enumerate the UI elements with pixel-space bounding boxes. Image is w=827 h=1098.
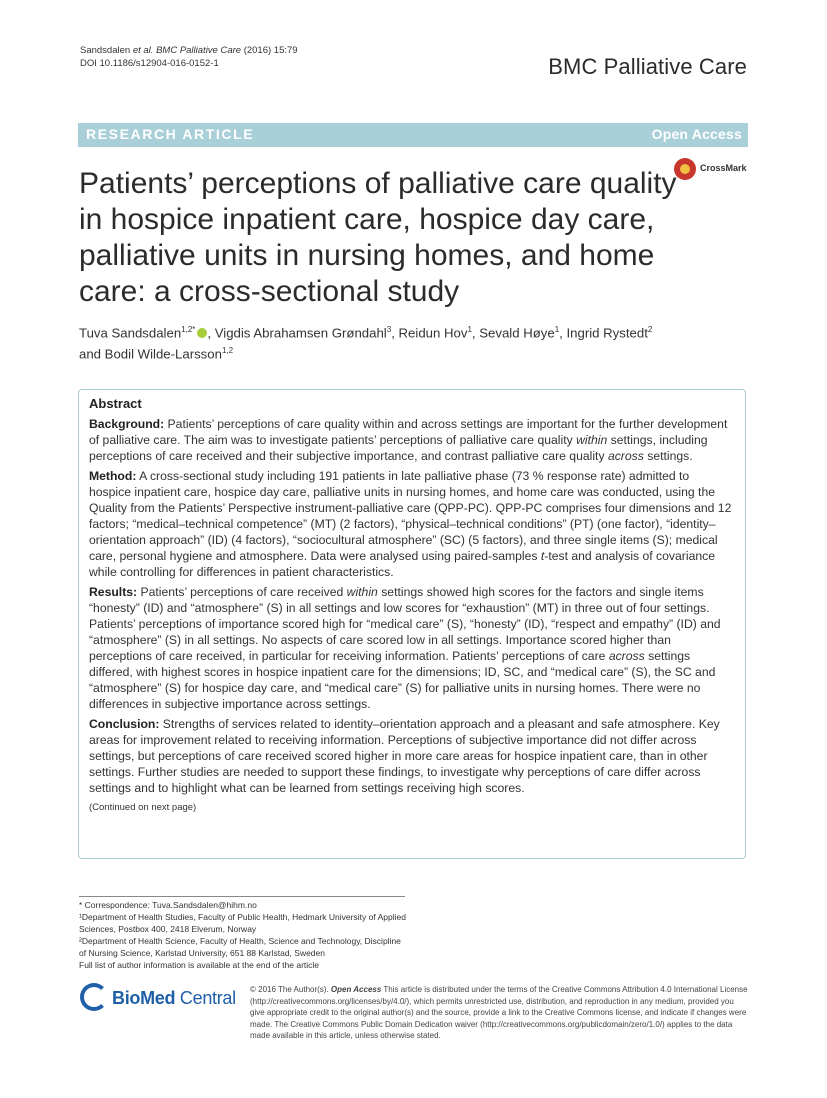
continued-note: (Continued on next page) xyxy=(89,802,197,813)
biomed-central-logo[interactable] xyxy=(80,983,240,1017)
crossmark-label: CrossMark xyxy=(700,163,747,173)
abstract-text: Strengths of services related to identity–orientation approach and a pleasant and safe atmosphere. Key areas for improvement related to receiving information. Perceptions of subjective importance did not differ across settings, but perceptions of care received scored higher in more care areas for hospice inpatient care, than in other settings. Further studies are needed to support these findings, to investigate why perceptions of care differ across settings and to highlight what can be learned from settings receiving high scores. xyxy=(89,717,720,795)
abstract-text: Patients’ perceptions of care quality within and across settings are important for the further development of palliative care. The aim was to investigate patients’ perceptions of palliative care quality xyxy=(89,417,728,447)
abstract-text: t xyxy=(540,549,545,563)
citation-authors: Sandsdalen xyxy=(80,45,133,56)
orcid-icon[interactable] xyxy=(197,328,207,338)
article-title: Patients’ perceptions of palliative care quality in hospice inpatient care, hospice day care, palliative units in nursing homes, and home care: a cross-sectional study xyxy=(79,167,677,308)
footnotes xyxy=(79,899,409,971)
license-text: This article is distributed under the terms of the Creative Commons Attribution 4.0 International License (http://creativecommons.org/licenses/by/4.0/), which permits unrestricted use, distribution, and reproduction in any medium, provided you give appropriate credit to the original author(s) and the source, provide a link to the Creative Commons license, and indicate if changes were made. The Creative Commons Public Domain Dedication waiver (http://creativecommons.org/publicdomain/zero/1.0/) applies to the data made available in this article, unless otherwise stated. xyxy=(250,985,748,1040)
abstract-text: across xyxy=(607,449,644,463)
article-type-banner xyxy=(78,123,748,147)
open-access-label: Open Access xyxy=(651,126,742,142)
author-name[interactable]: Ingrid Rystedt xyxy=(566,325,648,341)
biomed-central-icon xyxy=(80,983,108,1011)
journal-name: BMC Palliative Care xyxy=(548,54,747,79)
abstract-text: across xyxy=(608,649,645,663)
abstract-text: within xyxy=(576,433,608,447)
abstract-text: -test and analysis of covariance while controlling for differences in patient characteristics. xyxy=(89,549,715,579)
author-name[interactable]: Tuva Sandsdalen xyxy=(79,325,182,341)
section-label: Results: xyxy=(89,585,138,599)
author-affiliation: 1 xyxy=(467,325,472,334)
abstract-conclusion xyxy=(89,716,734,796)
author-name[interactable]: Sevald Høye xyxy=(479,325,555,341)
author-info-note: Full list of author information is available at the end of the article xyxy=(79,960,320,970)
citation-header xyxy=(80,44,298,70)
author-affiliation: 1 xyxy=(554,325,560,334)
affiliation-2: ²Department of Health Science, Faculty of Health, Science and Technology, Discipline of Nursing Science, Karlstad University, 651 88 Karlstad, Sweden xyxy=(79,936,401,958)
affiliation-1: ¹Department of Health Studies, Faculty of Public Health, Hedmark University of Applied Sciences, Postbox 400, 2418 Elverum, Norway xyxy=(79,912,406,934)
copyright: © 2016 The Author(s). xyxy=(250,985,331,994)
abstract-results xyxy=(89,584,734,712)
abstract-text: settings. xyxy=(643,449,693,463)
abstract-method xyxy=(89,468,734,580)
abstract-box xyxy=(78,389,746,859)
abstract-text: within xyxy=(346,585,378,599)
author-list: Tuva Sandsdalen$^{1,2*}$ , Vigdis Abrahamsen Grøndahl$^3$, Reidun Hov$^1$, Sevald Høye$^1$, Ingrid Rystedt$^2$ and Bodil Wilde-Larsson$^{1,2}$ xyxy=(79,325,653,362)
author-affiliation: 2 xyxy=(647,325,653,334)
author-name[interactable]: Vigdis Abrahamsen Grøndahl xyxy=(214,325,387,341)
author-name[interactable]: Reidun Hov xyxy=(398,325,468,341)
citation-journal: et al. BMC Palliative Care xyxy=(132,45,242,56)
article-type: RESEARCH ARTICLE xyxy=(86,126,255,142)
doi: DOI 10.1186/s12904-016-0152-1 xyxy=(80,58,219,69)
logo-bold: BioMed xyxy=(112,988,176,1008)
abstract-text: settings showed high scores for the factors and single items “honesty” (ID) and “atmosphere” (S) in all settings and low scores for “exhaustion” (MT) in three out of four settings. Patients’ perceptions of importance scored high for “medical care” (S), “honesty” (ID), “respect and empathy” (ID) and “atmosphere” (S) in all settings. No aspects of care scored low in all settings. Importance scored higher than perceptions of care received, in particular for receiving information. Patients’ perceptions of care xyxy=(89,585,721,663)
abstract-text: A cross-sectional study including 191 patients in late palliative phase (73 % response rate) admitted to hospice inpatient care, hospice day care, palliative units in nursing homes, and home care was conducted, using the Quality from the Patients’ Perspective instrument-palliative care (QPP-PC). QPP-PC comprises four dimensions and 12 factors; “medical–technical competence” (MT) (2 factors), “physical–technical conditions” (PT) (one factor), “identity–orientation approach” (ID) (4 factors), “sociocultural atmosphere” (SC) (5 factors), and three single items (S); medical care, personal hygiene and atmosphere. Data were analysed using paired-samples xyxy=(89,469,732,563)
author-affiliation: 1,2* xyxy=(181,325,196,334)
author-affiliation: 1,2 xyxy=(221,346,234,356)
abstract-heading: Abstract xyxy=(89,396,142,411)
citation-year-volume: (2016) 15:79 xyxy=(241,45,298,56)
section-label: Method: xyxy=(89,469,137,483)
section-label: Conclusion: xyxy=(89,717,160,731)
footnote-divider xyxy=(79,896,405,897)
correspondence[interactable]: * Correspondence: Tuva.Sandsdalen@hihm.no xyxy=(79,900,257,910)
author-affiliation: 3 xyxy=(386,325,392,334)
open-access-emphasis: Open Access xyxy=(330,985,382,994)
biomed-central-wordmark xyxy=(112,988,236,1009)
crossmark-badge[interactable] xyxy=(674,158,754,184)
logo-light: Central xyxy=(175,988,236,1008)
abstract-background xyxy=(89,416,734,464)
citation-line xyxy=(80,44,298,57)
abstract-text: settings, including perceptions of care received and their subjective importance, and contrast palliative care quality xyxy=(89,433,708,463)
abstract-text: Patients’ perceptions of care received xyxy=(137,585,347,599)
license-statement xyxy=(250,984,750,1042)
abstract-text: settings differed, with highest scores in hospice inpatient care for the dimensions; ID, SC, and “medical care” (S), the SC and “atmosphere” (S) for hospice day care, and “medical care” (S) for palliative units in nursing homes. There were no differences in subjective importance across settings. xyxy=(89,649,716,711)
section-label: Background: xyxy=(89,417,165,431)
author-name[interactable]: Bodil Wilde-Larsson xyxy=(104,346,222,362)
